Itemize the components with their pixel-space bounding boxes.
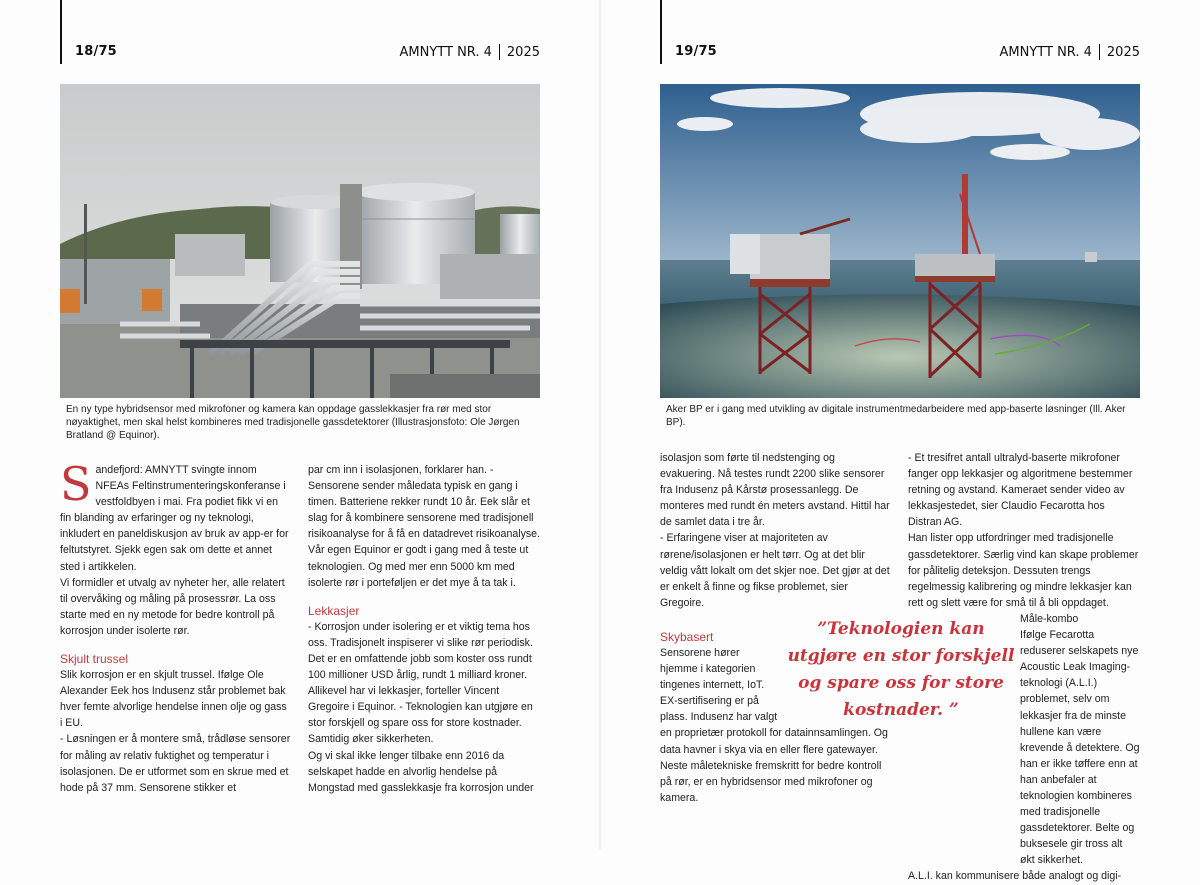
paragraph: - Korrosjon under isolering er et viktig tema hos oss. Tradisjonelt inspiserer vi slike rør periodisk. Det er en omfattende jobb som koster oss rundt 100 millioner USD årlig, rundt 1 milliard kroner. Allikevel har vi lekkasjer, forteller Vincent Gregoire i Equinor. - Teknologien kan utgjøre en stor forskjell og spare oss for store kostnader. Samtidig øker sikkerheten. xyxy=(308,620,533,746)
section-heading: Skjult trussel xyxy=(60,652,129,667)
paragraph: Og vi skal ikke lenger tilbake enn 2016 da selskapet hadde en alvorlig hendelse på Mongstad med gasslekkasje fra korrosjon under xyxy=(308,749,534,794)
header-rule xyxy=(660,0,662,64)
header-rule xyxy=(60,0,62,64)
section-heading: Måle-kombo xyxy=(1020,612,1079,625)
paragraph: Ifølge Fecarotta reduserer selskapets nye Acoustic Leak Imaging-teknologi (A.L.I.) problemet, selv om lekkasjer fra de minste hullene kan være krevende å detektere. Og han er ikke tøffere enn at han anbefaler at teknologien kombineres med tradisjonelle gassdetektorer. Belte og buksesele gir tross alt økt sikkerhet. xyxy=(1020,629,1140,867)
gas-plant-photo xyxy=(60,84,540,398)
paragraph: andefjord: AMNYTT svingte innom NFEAs Feltinstrumenteringskonferanse i vestfoldbyen i mai. Fra podiet fikk vi en fin blanding av erfaringer og ny teknologi, inkludert en paneldiskusjon av bruk av app-er for feltutstyret. Sjekk egen sak om dette et annet sted i artikkelen. xyxy=(60,464,289,573)
issue-name: AMNYTT NR. 4 xyxy=(999,44,1092,60)
photo-caption: En ny type hybridsensor med mikrofoner og kamera kan oppdage gasslekkasjer fra rør med stor nøyaktighet, men skal helst kombineres med tradisjonelle gassdetektorer (Illustrasjonsfoto: Ole Jørgen Bratland @ Equinor). xyxy=(66,404,520,441)
paragraph: par cm inn i isolasjonen, forklarer han. - Sensorene sender måledata typisk en gang i timen. Batteriene rekker rundt 10 år. Eek slår et slag for å kombinere sensorene med tradisjonell risikoanalyse for å få en datadrevet risikoanalyse. Vår egen Equinor er godt i gang med å teste ut teknologien. Og med mer enn 5000 km med isolerte rør i porteføljen er det mye å ta tak i. xyxy=(308,464,541,589)
offshore-platform-illustration xyxy=(660,84,1140,398)
paragraph: - Et tresifret antall ultralyd-baserte mikrofoner fanger opp lekkasjer og algoritmene bestemmer retning og avstand. Kameraet sender video av lekkasjestedet, sier Claudio Fecarotta hos Distran AG. xyxy=(908,452,1133,529)
section-heading: Lekkasjer xyxy=(308,603,360,618)
left-page xyxy=(0,0,600,849)
issue-year: 2025 xyxy=(1106,44,1140,60)
page-number: 18/75 xyxy=(75,44,117,59)
paragraph: isolasjon som førte til nedstenging og evakuering. Nå testes rundt 2200 slike sensorer fra Indusenz på Kårstø prosessanlegg. De monteres med rundt én meters avstand. Hittil har de samlet data i tre år. xyxy=(660,452,890,529)
issue-name: AMNYTT NR. 4 xyxy=(399,44,492,60)
section-heading: Skybasert xyxy=(660,629,714,644)
drop-cap: S xyxy=(60,457,92,511)
pull-quote: ”Teknologien kan utgjøre en stor forskjell og spare oss for store kostnader. ” xyxy=(787,619,1015,720)
issue-year: 2025 xyxy=(506,44,540,60)
article-column-1 xyxy=(60,457,292,796)
paragraph: A.L.I. kan kommunisere både analogt og digi- xyxy=(908,870,1122,883)
paragraph: - Erfaringene viser at majoriteten av rørene/isolasjonen er helt tørr. Og at det blir veldig vått lokalt om det skjer noe. Det gjør at det er enkelt å finne og fikse problemet, sier Gregoire. xyxy=(660,532,890,609)
paragraph: Han lister opp utfordringer med tradisjonelle gassdetektorer. Særlig vind kan skape problemer for pålitelig deteksjon. Dessuten trengs regelmessig kalibrering og mindre lekkasjer kan rett og slett være for små til å bli oppdaget. xyxy=(908,532,1139,609)
paragraph: - Løsningen er å montere små, trådløse sensorer for måling av relativ fuktighet og temperatur i isolasjonen. De er utformet som en skrue med et hode på 37 mm. Sensorene stikker et xyxy=(60,733,291,794)
article-column-2 xyxy=(308,462,540,796)
issue-divider xyxy=(1099,44,1100,60)
issue-label xyxy=(1000,44,1140,60)
paragraph: Vi formidler et utvalg av nyheter her, alle relatert til overvåking og måling på prosessrør. La oss starte med en ny metode for bedre kontroll på korrosjon under isolerte rør. xyxy=(60,576,285,637)
photo-caption: Aker BP er i gang med utvikling av digitale instrumentmedarbeidere med app-baserte løsninger (Ill. Aker BP). xyxy=(666,404,1126,428)
paragraph: Slik korrosjon er en skjult trussel. Ifølge Ole Alexander Eek hos Indusenz står problemet bak hver femte alvorlige hendelse innen olje og gass i EU. xyxy=(60,669,287,730)
issue-label xyxy=(400,44,540,60)
paragraph: Sensorene hører hjemme i kategorien tingenes internett, IoT. EX-sertifisering er på plass. Indusenz har valgt xyxy=(660,646,778,724)
issue-divider xyxy=(499,44,500,60)
paragraph: en proprietær protokoll for datainnsamlingen. Og data havner i skya via en eller flere gatewayer. Neste måletekniske fremskritt for bedre kontroll på rør, er en hybridsensor med mikrofoner og kamera. xyxy=(660,727,888,804)
page-number: 19/75 xyxy=(675,44,717,59)
